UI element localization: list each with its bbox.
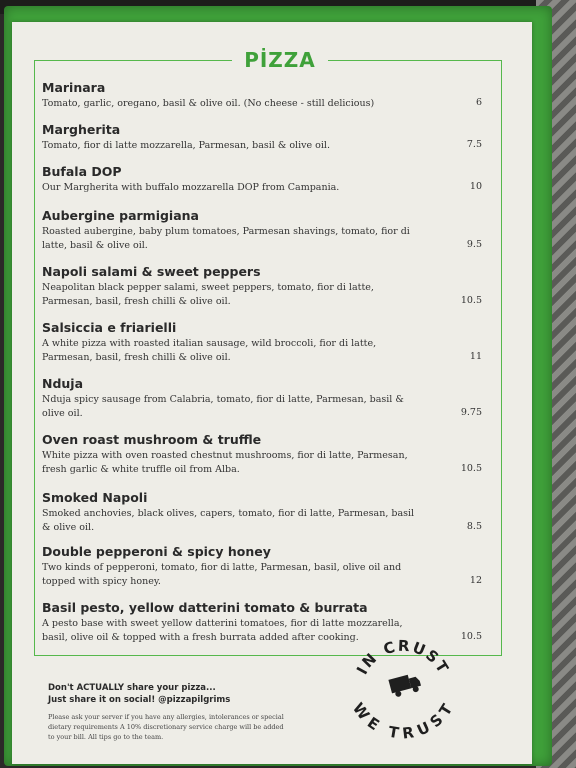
- item-description: Two kinds of pepperoni, tomato, fior di latte, Parmesan, basil, olive oil and topped with spicy honey.: [42, 562, 402, 587]
- item-price: 10: [469, 181, 482, 192]
- footer-small-print: Please ask your server if you have any allergies, intolerances or special dietary requirements A 10% discretionary service charge will be added to your bill. All tips go to the team.: [48, 713, 284, 741]
- menu-item-margherita: [42, 122, 492, 153]
- item-name: Aubergine parmigiana: [42, 208, 199, 223]
- stamp-text-top: IN CRUST: [352, 636, 453, 678]
- truck-icon: [388, 672, 422, 698]
- item-price: 10.5: [460, 631, 482, 642]
- item-price: 10.5: [460, 295, 482, 306]
- item-description: Neapolitan black pepper salami, sweet peppers, tomato, fior di latte, Parmesan, basil, fresh chilli & olive oil.: [42, 282, 374, 307]
- item-name: Bufala DOP: [42, 164, 122, 179]
- item-name: Double pepperoni & spicy honey: [42, 544, 271, 559]
- footer-tagline: [48, 682, 230, 706]
- item-price: 7.5: [466, 139, 482, 150]
- menu-item-nduja: [42, 376, 492, 421]
- item-price: 11: [469, 351, 482, 362]
- item-name: Salsiccia e friarielli: [42, 320, 177, 335]
- menu-item-napoli-salami: [42, 264, 492, 309]
- item-name: Smoked Napoli: [42, 490, 148, 505]
- item-description: A white pizza with roasted italian sausage, wild broccoli, fior di latte, Parmesan, basil, fresh chilli & olive oil.: [42, 338, 377, 363]
- menu-item-mushroom-truffle: [42, 432, 492, 477]
- svg-text:IN CRUST: [353, 637, 453, 678]
- menu-item-aubergine: [42, 208, 492, 253]
- item-price: 9.5: [466, 239, 482, 250]
- item-price: 6: [475, 97, 482, 108]
- item-name: Margherita: [42, 122, 121, 137]
- item-description: Tomato, garlic, oregano, basil & olive oil. (No cheese - still delicious): [42, 98, 375, 109]
- section-heading-wrap: [180, 46, 380, 74]
- stamp-text-bottom: WE TRUST: [348, 699, 458, 740]
- item-name: Napoli salami & sweet peppers: [42, 264, 261, 279]
- menu-item-double-pepperoni: [42, 544, 492, 589]
- item-name: Oven roast mushroom & truffle: [42, 432, 262, 447]
- menu-item-bufala: [42, 164, 492, 195]
- item-price: 10.5: [460, 463, 482, 474]
- svg-text:WE TRUST: [349, 699, 457, 740]
- item-name: Basil pesto, yellow datterini tomato & burrata: [42, 600, 368, 615]
- item-description: Our Margherita with buffalo mozzarella DOP from Campania.: [42, 182, 340, 193]
- item-price: 9.75: [460, 407, 482, 418]
- footer-line-2: Just share it on social! @pizzapilgrims: [48, 695, 231, 705]
- item-description: Nduja spicy sausage from Calabria, tomato, fior di latte, Parmesan, basil & olive oil.: [42, 394, 404, 419]
- item-description: White pizza with oven roasted chestnut mushrooms, fior di latte, Parmesan, fresh garlic & white truffle oil from Alba.: [42, 450, 408, 475]
- item-price: 12: [469, 575, 482, 586]
- item-name: Nduja: [42, 376, 84, 391]
- item-description: Smoked anchovies, black olives, capers, tomato, fior di latte, Parmesan, basil & olive oil.: [42, 508, 415, 533]
- menu-item-salsiccia: [42, 320, 492, 365]
- in-crust-we-trust-stamp: [348, 630, 458, 740]
- item-name: Marinara: [42, 80, 106, 95]
- menu-item-marinara: [42, 80, 492, 111]
- footer-line-1: Don't ACTUALLY share your pizza...: [48, 683, 216, 693]
- item-price: 8.5: [466, 521, 482, 532]
- item-description: Roasted aubergine, baby plum tomatoes, Parmesan shavings, tomato, fior di latte, basil & olive oil.: [42, 226, 410, 251]
- item-description: Tomato, fior di latte mozzarella, Parmesan, basil & olive oil.: [42, 140, 330, 151]
- menu-item-smoked-napoli: [42, 490, 492, 535]
- item-description: A pesto base with sweet yellow datterini tomatoes, fior di latte mozzarella, basil, olive oil & topped with a fresh burrata added after cooking.: [42, 618, 403, 643]
- section-title: PİZZA: [232, 48, 328, 72]
